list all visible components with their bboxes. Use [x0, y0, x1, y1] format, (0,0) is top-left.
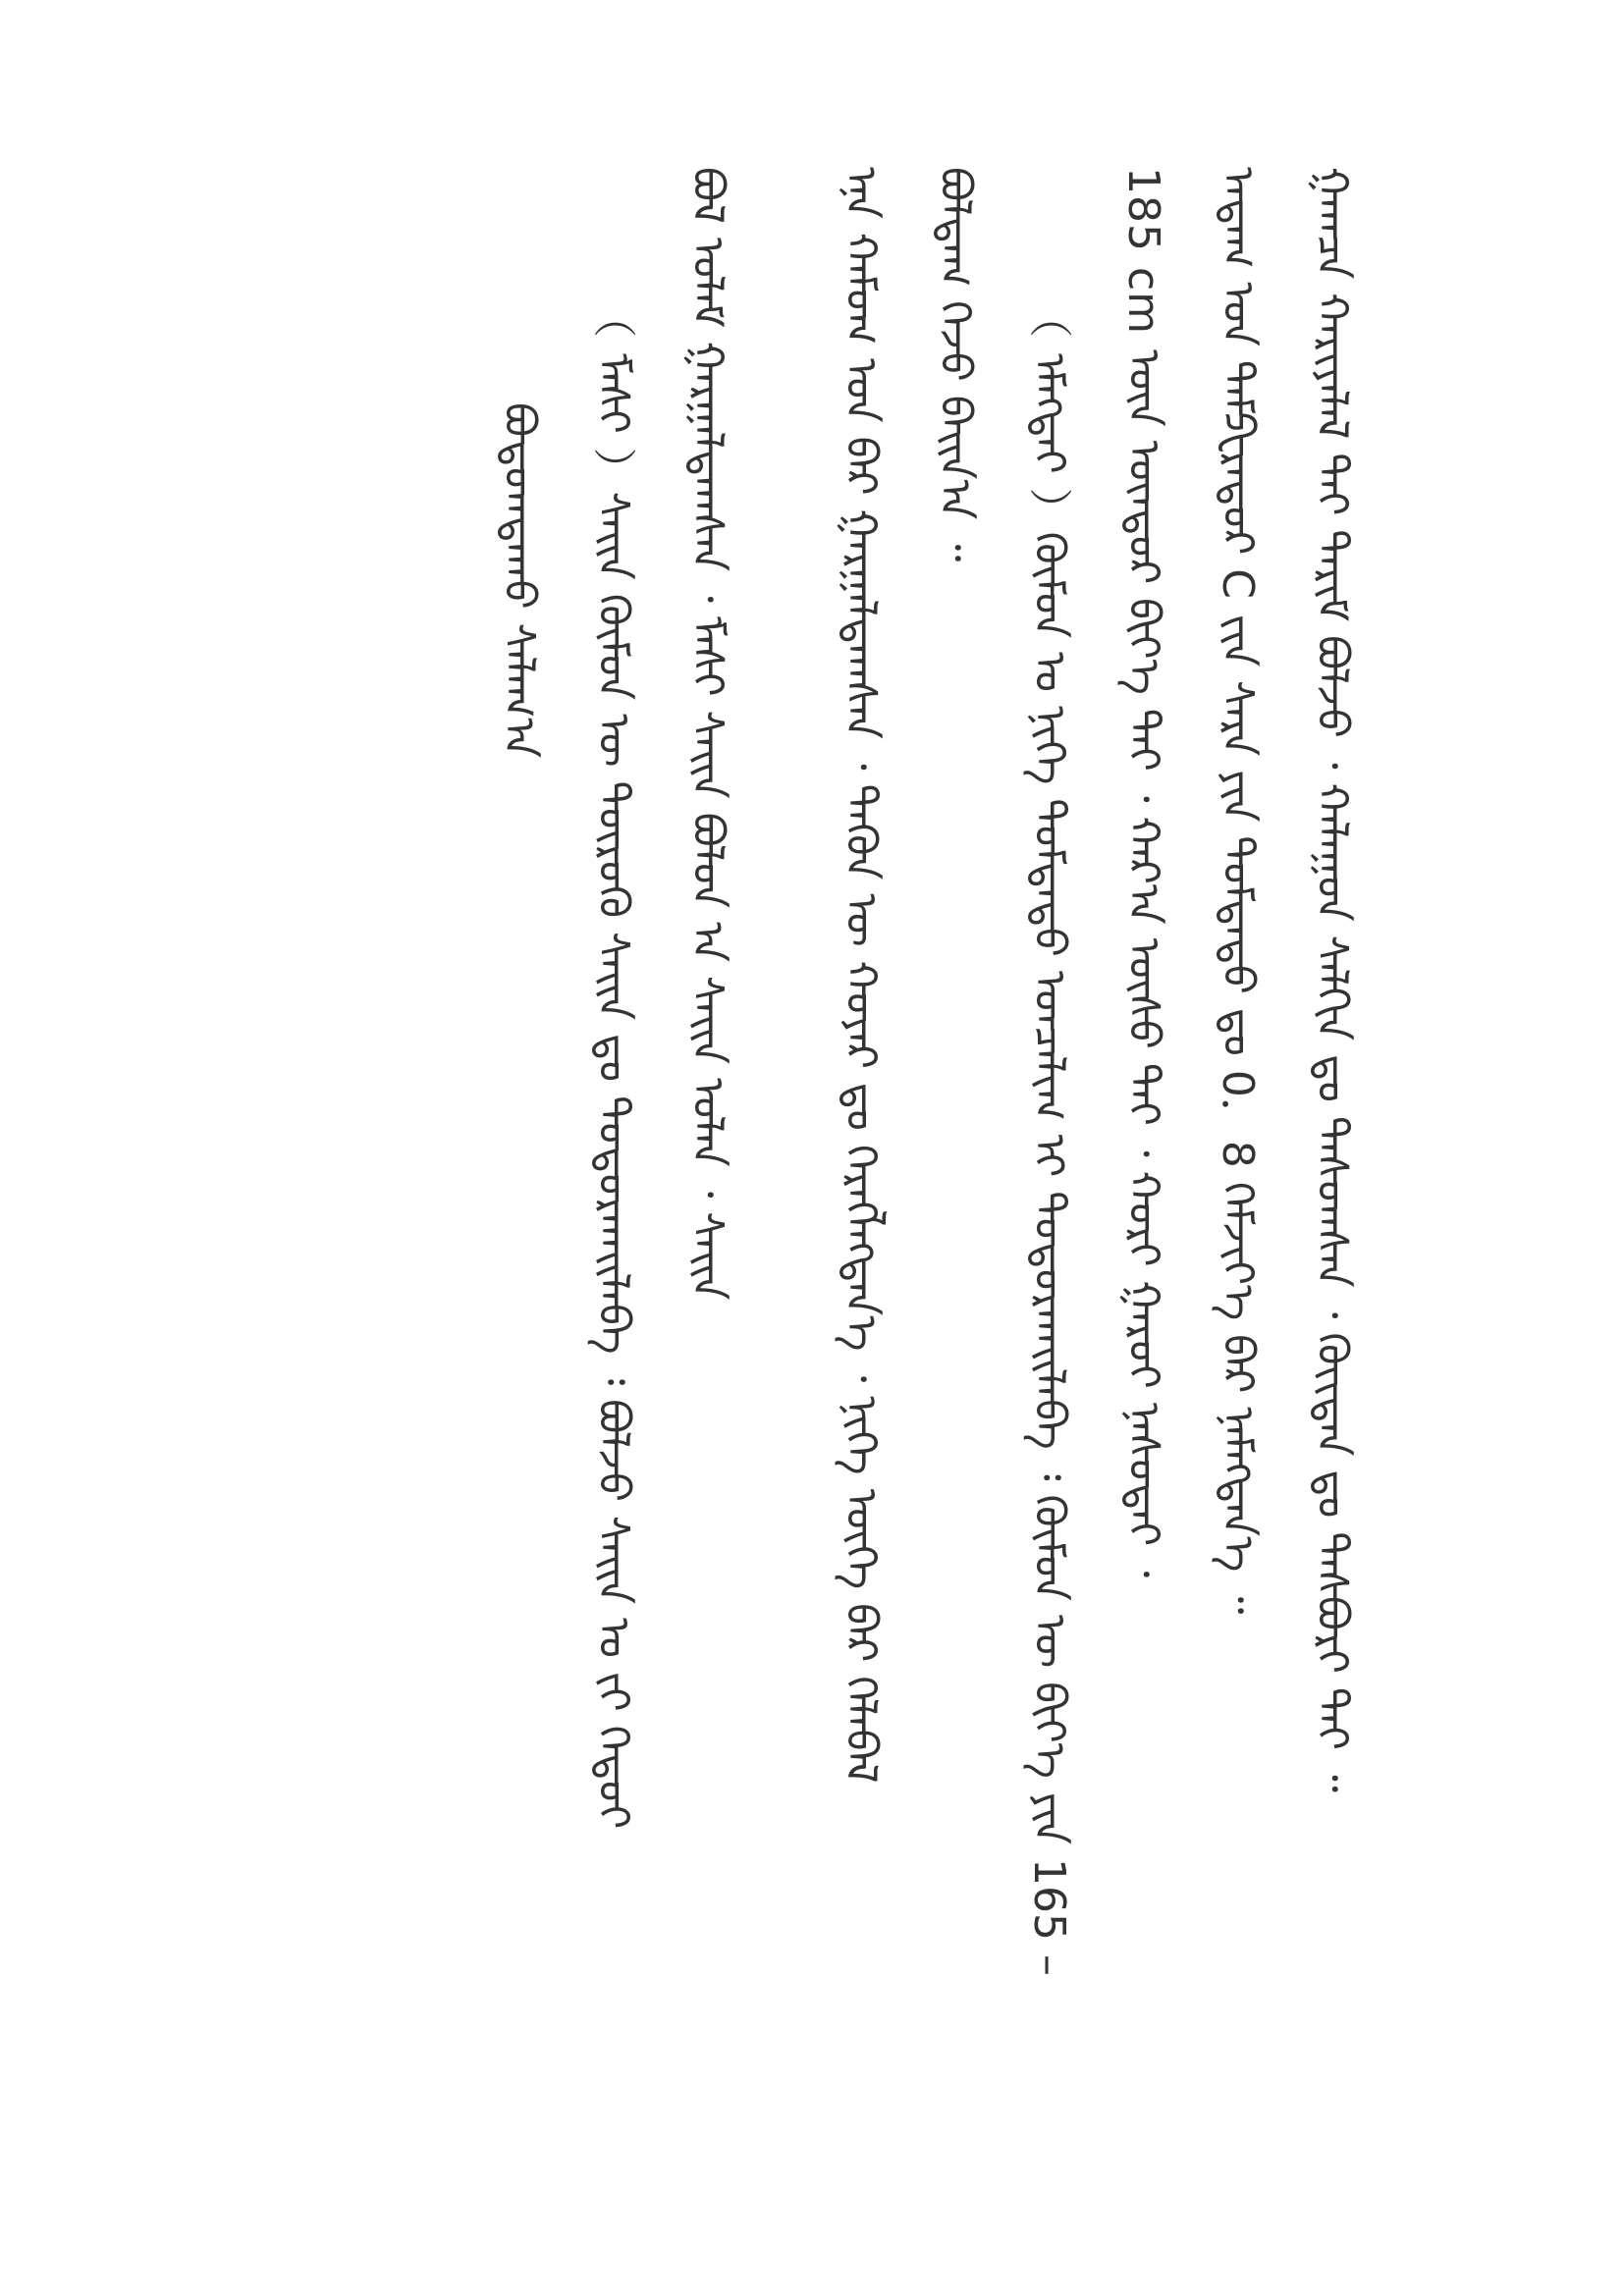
- text-column-6: ᠡᠨᠡ ᠬᠠᠮᠤᠭ ᠤᠨ ᠪᠠᠷ ᠭᠠᠷᠭᠠᠯᠳᠠᠭᠰᠠᠨ ᠂ ᠲᠡᠭᠦᠨ ᠦ ᠬᠣᠶᠠᠷ ᠳᠤ ᠬᠡᠷᠡᠭᠯᠡᠭᠳᠡᠨ᠎ᠡ ᠂ ᠨᠢᠭᠡ ᠦᠭᠡ ᠪᠡᠷ ᠬᠡᠯᠡᠪᠡᠯ: [836, 167, 886, 1784]
- text-column-5: ᠪᠣᠯᠳᠠᠭ ᠭᠡᠵᠦ ᠪᠠᠢᠨ᠎ᠠ ᠃: [930, 167, 980, 562]
- text-column-9: ᠪᠣᠳᠣᠭᠳᠠᠬᠤ ᠰᠠᠯᠠᠭ᠎ᠠ: [494, 402, 544, 759]
- text-column-4: （ ᠡᠮᠡᠭᠲᠡᠢ ）ᠬᠦᠮᠦᠨ ᠤ ᠨᠢᠭᠡ ᠳᠤᠮᠳᠠᠳᠤ ᠣᠨᠴᠠᠯᠢᠭ ᠢ ᠲᠣᠳᠤᠷᠬᠠᠢᠯᠠᠪᠠ ᠄ ᠬᠦᠮᠦᠨ ᠦ ᠪᠢᠶ᠎ᠡ ᠶᠢᠨ 165 –: [1024, 294, 1074, 1977]
- text-column-2: ᠠᠳᠠᠭ ᠤᠨ ᠲᠡᠮᠫᠧᠷᠠᠲᠤᠷ C ᠵᠢᠨ ᠰᠠᠷᠠ ᠶᠢᠨ ᠳᠤᠮᠳᠠᠳᠤ ᠳᠤ 0．8 ᠬᠡᠮᠵᠢᠶ᠎ᠡ ᠪᠠᠷ ᠨᠡᠮᠡᠭᠳᠡᠨ᠎ᠡ ᠃: [1213, 167, 1263, 1615]
- text-column-8: （ ᠮᠠᠰᠢ ）ᠰᠠᠢᠨ ᠬᠦᠮᠦᠨ ᠦ ᠲᠦᠷᠦᠬᠦ ᠰᠠᠢᠨ ᠳᠤ ᠲᠣᠳᠤᠷᠬᠠᠢᠯᠠᠪᠠ ᠄ ᠪᠣᠯᠵᠤ ᠰᠠᠢᠨ ᠤ ᠵᠢ ᠬᠡᠳᠦᠢ: [588, 294, 638, 1830]
- text-column-3: 185 cm ᠦᠨ ᠦᠨᠳᠦᠷ ᠪᠢᠶ᠎ᠡ ᠲᠠᠢ ᠂ ᠬᠠᠷ᠎ᠠ ᠦᠰᠦ ᠲᠡᠢ ᠂ ᠬᠣᠷᠢ ᠭᠠᠷᠤᠢ ᠨᠠᠰᠤᠲᠠᠢ ᠂: [1118, 167, 1168, 1577]
- text-column-7: ᠪᠣᠯ ᠤᠯᠠᠮ ᠭᠠᠷᠭᠠᠯᠳᠠᠭᠰᠠᠨ ᠂ ᠮᠠᠰᠢ ᠰᠠᠢᠨ ᠪᠣᠯᠣᠨ ᠠ ᠰᠠᠢᠨ ᠣᠯᠠᠨ ᠂ ᠰᠠᠢᠨ: [682, 167, 732, 1301]
- text-columns: [249, 167, 1379, 2091]
- text-column-1: ᠭᠠᠭᠴᠠ ᠬᠠᠷᠢᠶᠠᠯᠠᠯ ᠲᠠᠢ ᠲᠠᠷᠢᠮ ᠪᠣᠯᠵᠤ ᠂ ᠬᠠᠯᠠᠭᠤᠨ ᠰᠠᠯᠬᠢᠨ ᠳᠤ ᠳᠠᠰᠤᠭᠰᠠᠨ ᠂ ᠬᠦᠢᠲᠡᠨ ᠳᠤ ᠲᠡᠰᠪᠦᠷᠢ ᠲᠠᠢ ᠃: [1307, 167, 1357, 1792]
